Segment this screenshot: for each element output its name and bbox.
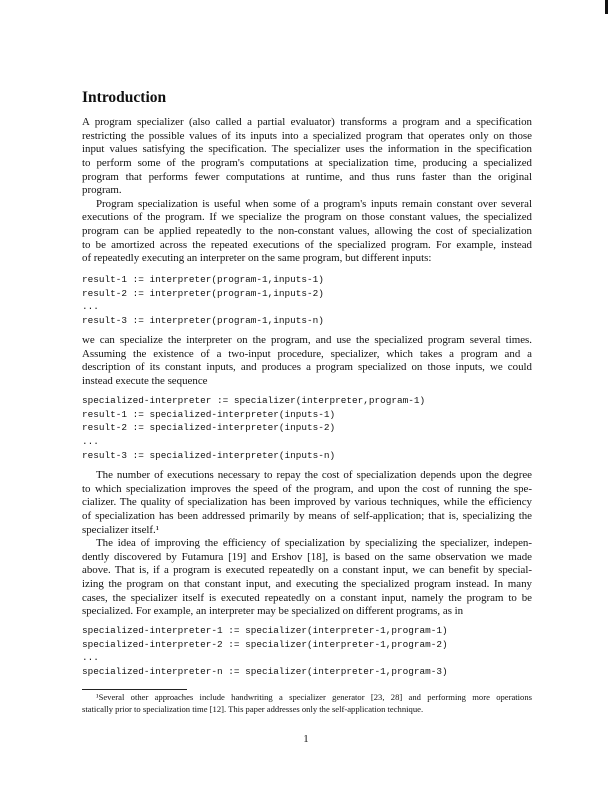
footnote-rule (82, 689, 187, 690)
code-line: result-1 := interpreter(program-1,inputs-1) (82, 274, 324, 285)
code-line: result-3 := interpreter(program-1,inputs-n) (82, 314, 324, 326)
paragraph (82, 334, 532, 389)
page-number: 1 (303, 733, 309, 745)
code-line: result-2 := specialized-interpreter(inputs-2) (82, 422, 336, 434)
text-line: A program specializer (also called a partial evaluator) transforms a program and a specification (82, 116, 532, 128)
code-line: specialized-interpreter := specializer(interpreter,program-1) (82, 395, 426, 406)
text-line: dently discovered by Futamura [19] and Ershov [18], is based on the same observation we made (82, 550, 532, 563)
text-line: to be amortized across the repeated executions of the specialized program. For example, instead (82, 238, 532, 251)
code-line: ... (82, 435, 99, 447)
text-line: cases, the specializer itself is executed repeatedly on a constant input, namely the program to be (82, 591, 532, 604)
code-block (82, 273, 532, 328)
paragraph (82, 469, 532, 619)
code-line: ... (82, 301, 99, 313)
text-line: statically prior to specialization time [12]. This paper addresses only the self-application technique. (82, 703, 424, 714)
text-line: instead execute the sequence (82, 374, 208, 387)
text-line: description of its constant inputs, and produces a program specialized on those inputs, we could (82, 361, 532, 374)
text-line: The number of executions necessary to repay the cost of specialization depends upon the degree (96, 469, 532, 481)
code-line: specialized-interpreter-1 := specializer(interpreter-1,program-1) (82, 625, 448, 636)
text-line: Program specialization is useful when some of a program's inputs remain constant over several (96, 197, 532, 210)
text-line: specializer itself.¹ (82, 523, 160, 536)
text-line: of repeatedly executing an interpreter on the same program, but different inputs: (82, 252, 432, 265)
text-line: restricting the possible values of its inputs into a specialized program that operates only on those (82, 129, 532, 142)
text-line: izing the program on that constant input, and executing the specialized program instead. In many (82, 578, 532, 591)
text-line: specialized. For example, an interpreter may be specialized on different programs, as in (82, 605, 464, 618)
code-line: specialized-interpreter-n := specializer(interpreter-1,program-3) (82, 665, 448, 677)
code-line: result-2 := interpreter(program-1,inputs-2) (82, 287, 324, 299)
code-line: specialized-interpreter-2 := specializer(interpreter-1,program-2) (82, 638, 448, 650)
text-line: The idea of improving the efficiency of specialization by specializing the specializer, indepen- (96, 537, 532, 550)
text-line: program can be applied repeatedly to the non-constant values, allowing the cost of specialization (82, 225, 532, 238)
section-heading: Introduction (82, 89, 167, 106)
text-line: executions of the program. If we specialize the program on those constant values, the specialized (82, 211, 532, 224)
text-line: program. (82, 184, 122, 197)
code-block (82, 624, 532, 679)
text-line: Assuming the existence of a two-input procedure, specializer, which takes a program and a (82, 347, 532, 360)
code-line: ... (82, 652, 99, 664)
text-line: to which specialization improves the speed of the program, and upon the cost of running the spe- (82, 482, 532, 495)
text-line: to perform some of the program's computations at specialization time, producing a specialized (82, 156, 532, 169)
text-line: cializer. The quality of specialization has been improved by various techniques, while the efficiency (82, 496, 532, 509)
text-line: above. That is, if a program is executed repeatedly on a constant input, we can benefit by special- (82, 564, 532, 577)
text-line: of specialization has been addressed primarily by means of self-application; that is, specializing the (82, 509, 532, 522)
code-line: result-1 := specialized-interpreter(inputs-1) (82, 408, 336, 420)
text-line: ¹Several other approaches include handwriting a specializer generator [23, 28] and performing more operations (96, 692, 532, 702)
code-line: result-3 := specialized-interpreter(inputs-n) (82, 449, 336, 461)
text-line: we can specialize the interpreter on the program, and use the specialized program several times. (82, 334, 532, 346)
text-line: input values satisfying the specification. The specializer uses the information in the specification (82, 143, 532, 156)
scan-mark (605, 0, 608, 14)
footnote (82, 692, 532, 715)
code-block (82, 394, 532, 462)
paragraph (82, 116, 532, 266)
text-line: program that performs fewer computations at runtime, and thus runs faster than the original (82, 170, 532, 183)
